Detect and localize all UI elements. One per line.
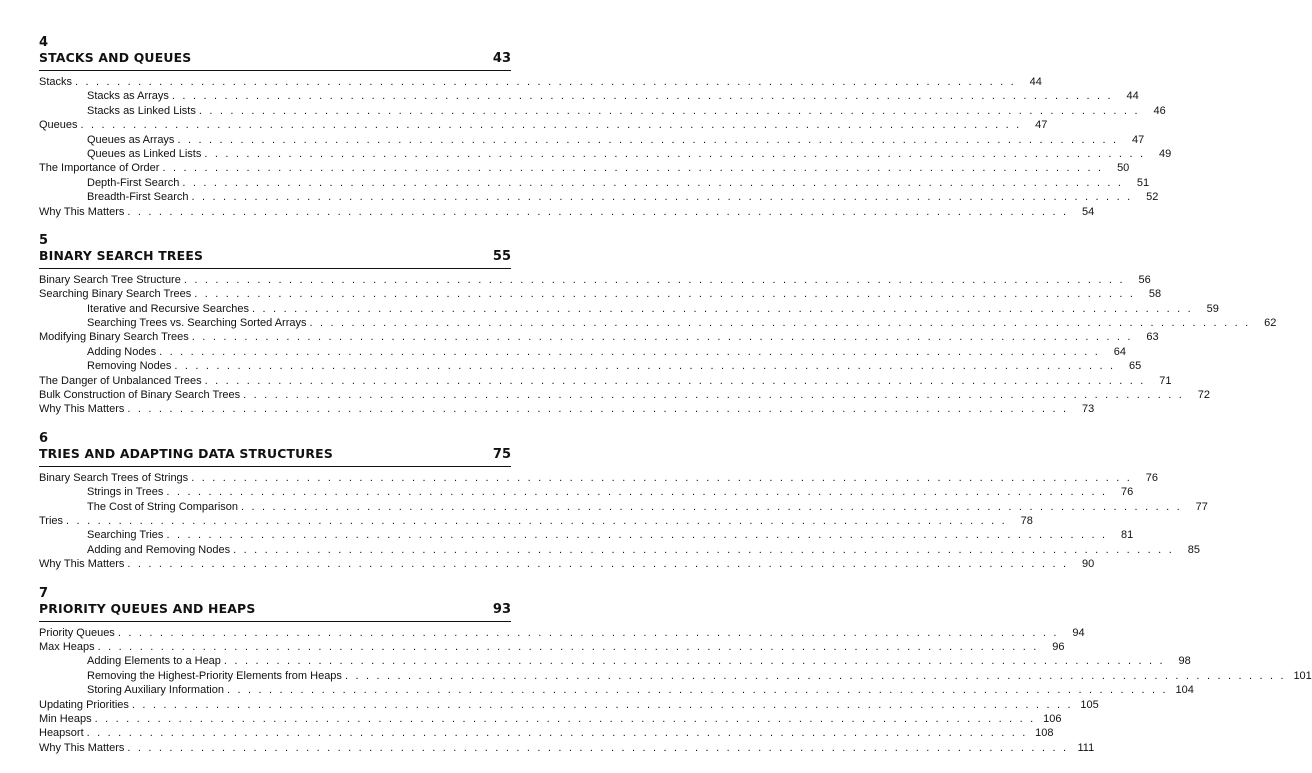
dot-leader: . . . . . . . . . . . . . . . . . . . . . . . . . . . . . . . . . . . . . . . . . . . . . . . . . . . . . . . . . . . . . . . . . . . . . . . . . . . . . . . . . . . . . . . . . . <box>174 360 1116 373</box>
dot-leader: . . . . . . . . . . . . . . . . . . . . . . . . . . . . . . . . . . . . . . . . . . . . . . . . . . . . . . . . . . . . . . . . . . . . . . . . . . . . . . . . . . . . . . . . . . <box>182 176 1124 189</box>
entry-title: Queues <box>39 119 78 132</box>
chapter-number: 7 <box>39 585 49 601</box>
entry-page: 59 <box>1206 302 1219 315</box>
entry-title: Stacks as Arrays <box>87 90 169 103</box>
chapter-page: 75 <box>492 446 511 462</box>
toc-entry <box>39 374 1172 388</box>
entry-title: Why This Matters <box>39 205 125 218</box>
toc-entry <box>39 205 1095 219</box>
toc-subentry <box>39 147 1172 161</box>
entry-title: The Importance of Order <box>39 162 160 175</box>
entry-title: Removing the Highest-Priority Elements from Heaps <box>87 669 342 682</box>
entry-title: Searching Binary Search Trees <box>39 288 192 301</box>
toc-entry <box>39 75 1042 89</box>
dot-leader: . . . . . . . . . . . . . . . . . . . . . . . . . . . . . . . . . . . . . . . . . . . . . . . . . . . . . . . . . . . . . . . . . . . . . . . . . . . . . . . . . . . . . . . . . . <box>66 514 1007 527</box>
toc-entry <box>39 726 1054 740</box>
toc-subentry <box>39 669 1312 683</box>
chapter-heading <box>39 50 511 71</box>
entry-page: 44 <box>1029 76 1042 88</box>
toc-subentry <box>39 683 1194 697</box>
toc-subentry <box>39 345 1126 359</box>
entry-page: 51 <box>1136 176 1150 189</box>
toc-entry <box>39 514 1033 528</box>
toc-subentry <box>39 654 1191 668</box>
entry-page: 101 <box>1293 669 1312 682</box>
dot-leader: . . . . . . . . . . . . . . . . . . . . . . . . . . . . . . . . . . . . . . . . . . . . . . . . . . . . . . . . . . . . . . . . . . . . . . . . . . . . . . . . . . . . . . . . . . <box>191 471 1133 484</box>
toc-subentry <box>39 190 1159 204</box>
toc-subentry <box>39 133 1145 147</box>
toc-entry <box>39 741 1095 755</box>
dot-leader: . . . . . . . . . . . . . . . . . . . . . . . . . . . . . . . . . . . . . . . . . . . . . . . . . . . . . . . . . . . . . . . . . . . . . . . . . . . . . . . . . . . . . . . . . . <box>86 727 1028 740</box>
chapter-title: BINARY SEARCH TREES <box>39 247 204 263</box>
entry-title: Binary Search Tree Structure <box>39 273 181 286</box>
entry-title: Queues as Arrays <box>87 133 175 146</box>
entry-page: 62 <box>1264 317 1277 330</box>
entry-title: Min Heaps <box>39 712 92 725</box>
toc-subentry <box>39 316 1277 330</box>
entry-page: 77 <box>1195 500 1208 513</box>
entry-title: Strings in Trees <box>87 486 164 499</box>
chapter-number: 5 <box>39 232 49 248</box>
chapter-5 <box>39 232 1277 417</box>
entry-page: 90 <box>1081 558 1095 571</box>
toc-entry <box>39 330 1159 344</box>
entry-page: 108 <box>1035 727 1054 740</box>
dot-leader: . . . . . . . . . . . . . . . . . . . . . . . . . . . . . . . . . . . . . . . . . . . . . . . . . . . . . . . . . . . . . . . . . . . . . . . . . . . . . . . . . . . . . . . . . . <box>233 543 1174 556</box>
chapter-heading <box>39 248 511 269</box>
toc-entry <box>39 640 1065 654</box>
entry-page: 81 <box>1121 529 1134 542</box>
entry-page: 71 <box>1159 374 1172 387</box>
chapter-page: 55 <box>492 248 511 264</box>
entry-title: The Cost of String Comparison <box>87 500 239 513</box>
entry-page: 76 <box>1145 471 1159 484</box>
entry-page: 58 <box>1148 288 1162 301</box>
dot-leader: . . . . . . . . . . . . . . . . . . . . . . . . . . . . . . . . . . . . . . . . . . . . . . . . . . . . . . . . . . . . . . . . . . . . . . . . . . . . . . . . . . . . . . . . . . <box>194 288 1136 301</box>
toc-entry <box>39 287 1162 301</box>
chapter-7 <box>39 585 1312 756</box>
dot-leader: . . . . . . . . . . . . . . . . . . . . . . . . . . . . . . . . . . . . . . . . . . . . . . . . . . . . . . . . . . . . . . . . . . . . . . . . . . . . . . . . . . . . . . . . . . <box>127 205 1069 218</box>
chapter-title: STACKS AND QUEUES <box>39 50 192 65</box>
entry-page: 47 <box>1132 133 1145 146</box>
entry-page: 73 <box>1081 403 1095 416</box>
entry-page: 72 <box>1197 389 1211 402</box>
entry-page: 63 <box>1146 331 1159 344</box>
entry-page: 56 <box>1138 273 1151 286</box>
dot-leader: . . . . . . . . . . . . . . . . . . . . . . . . . . . . . . . . . . . . . . . . . . . . . . . . . . . . . . . . . . . . . . . . . . . . . . . . . . . . . . . . . . . . . . . . . . <box>204 374 1146 387</box>
dot-leader: . . . . . . . . . . . . . . . . . . . . . . . . . . . . . . . . . . . . . . . . . . . . . . . . . . . . . . . . . . . . . . . . . . . . . . . . . . . . . . . . . . . . . . . . . . <box>94 712 1036 725</box>
chapter-number: 4 <box>39 35 49 50</box>
entry-title: Stacks as Linked Lists <box>87 104 196 117</box>
dot-leader: . . . . . . . . . . . . . . . . . . . . . . . . . . . . . . . . . . . . . . . . . . . . . . . . . . . . . . . . . . . . . . . . . . . . . . . . . . . . . . . . . . . . . . . . . . <box>97 640 1039 653</box>
toc-subentry <box>39 359 1142 373</box>
toc-subentry <box>39 528 1134 542</box>
entry-page: 50 <box>1117 162 1130 175</box>
entry-page: 49 <box>1158 147 1172 160</box>
dot-leader: . . . . . . . . . . . . . . . . . . . . . . . . . . . . . . . . . . . . . . . . . . . . . . . . . . . . . . . . . . . . . . . . . . . . . . . . . . . . . . . . . . . . . . . . . . <box>75 76 1016 88</box>
entry-page: 96 <box>1052 640 1065 653</box>
toc-entry <box>39 161 1130 175</box>
entry-title: Adding Nodes <box>87 345 157 358</box>
chapter-4 <box>39 35 1172 219</box>
entry-page: 106 <box>1043 712 1062 725</box>
entry-title: The Danger of Unbalanced Trees <box>39 374 202 387</box>
dot-leader: . . . . . . . . . . . . . . . . . . . . . . . . . . . . . . . . . . . . . . . . . . . . . . . . . . . . . . . . . . . . . . . . . . . . . . . . . . . . . . . . . . . . . . . . . . <box>162 162 1104 175</box>
entry-title: Depth-First Search <box>87 176 180 189</box>
entry-title: Tries <box>39 514 64 527</box>
dot-leader: . . . . . . . . . . . . . . . . . . . . . . . . . . . . . . . . . . . . . . . . . . . . . . . . . . . . . . . . . . . . . . . . . . . . . . . . . . . . . . . . . . . . . . . . . . <box>198 104 1140 117</box>
entry-title: Removing Nodes <box>87 360 172 373</box>
toc-entry <box>39 273 1151 287</box>
dot-leader: . . . . . . . . . . . . . . . . . . . . . . . . . . . . . . . . . . . . . . . . . . . . . . . . . . . . . . . . . . . . . . . . . . . . . . . . . . . . . . . . . . . . . . . . . . <box>177 133 1119 146</box>
entry-title: Updating Priorities <box>39 698 129 711</box>
dot-leader: . . . . . . . . . . . . . . . . . . . . . . . . . . . . . . . . . . . . . . . . . . . . . . . . . . . . . . . . . . . . . . . . . . . . . . . . . . . . . . . . . . . . . . . . . . <box>183 273 1125 286</box>
toc-subentry <box>39 500 1208 514</box>
dot-leader: . . . . . . . . . . . . . . . . . . . . . . . . . . . . . . . . . . . . . . . . . . . . . . . . . . . . . . . . . . . . . . . . . . . . . . . . . . . . . . . . . . . . . . . . . . <box>226 684 1168 697</box>
chapter-entries <box>39 273 1277 417</box>
chapter-entries <box>39 75 1172 219</box>
entry-page: 65 <box>1128 360 1142 373</box>
dot-leader: . . . . . . . . . . . . . . . . . . . . . . . . . . . . . . . . . . . . . . . . . . . . . . . . . . . . . . . . . . . . . . . . . . . . . . . . . . . . . . . . . . . . . . . . . . <box>131 698 1073 711</box>
chapter-page: 93 <box>492 601 511 617</box>
dot-leader: . . . . . . . . . . . . . . . . . . . . . . . . . . . . . . . . . . . . . . . . . . . . . . . . . . . . . . . . . . . . . . . . . . . . . . . . . . . . . . . . . . . . . . . . . . <box>127 741 1069 754</box>
entry-page: 44 <box>1126 90 1139 103</box>
entry-title: Modifying Binary Search Trees <box>39 331 189 344</box>
entry-title: Bulk Construction of Binary Search Trees <box>39 389 241 402</box>
toc-subentry <box>39 543 1200 557</box>
entry-page: 78 <box>1020 514 1033 527</box>
dot-leader: . . . . . . . . . . . . . . . . . . . . . . . . . . . . . . . . . . . . . . . . . . . . . . . . . . . . . . . . . . . . . . . . . . . . . . . . . . . . . . . . . . . . . . . . . . <box>191 331 1133 344</box>
entry-page: 104 <box>1175 684 1194 697</box>
toc-subentry <box>39 302 1219 316</box>
chapter-page: 43 <box>492 51 511 66</box>
entry-page: 76 <box>1121 486 1134 499</box>
table-of-contents <box>39 35 1312 755</box>
entry-page: 47 <box>1035 119 1048 132</box>
entry-title: Searching Trees vs. Searching Sorted Arrays <box>87 317 307 330</box>
entry-title: Priority Queues <box>39 626 115 639</box>
toc-entry <box>39 626 1085 640</box>
entry-page: 85 <box>1187 543 1200 556</box>
chapter-heading <box>39 446 511 467</box>
entry-title: Max Heaps <box>39 640 95 653</box>
dot-leader: . . . . . . . . . . . . . . . . . . . . . . . . . . . . . . . . . . . . . . . . . . . . . . . . . . . . . . . . . . . . . . . . . . . . . . . . . . . . . . . . . . . . . . . . . . <box>159 345 1100 358</box>
chapter-number: 6 <box>39 430 49 446</box>
entry-title: Storing Auxiliary Information <box>87 684 224 697</box>
dot-leader: . . . . . . . . . . . . . . . . . . . . . . . . . . . . . . . . . . . . . . . . . . . . . . . . . . . . . . . . . . . . . . . . . . . . . . . . . . . . . . . . . . . . . . . . . . <box>166 529 1108 542</box>
entry-page: 94 <box>1072 626 1085 639</box>
dot-leader: . . . . . . . . . . . . . . . . . . . . . . . . . . . . . . . . . . . . . . . . . . . . . . . . . . . . . . . . . . . . . . . . . . . . . . . . . . . . . . . . . . . . . . . . . . <box>171 90 1113 103</box>
toc-subentry <box>39 104 1166 118</box>
toc-entry <box>39 388 1211 402</box>
toc-subentry <box>39 176 1150 190</box>
toc-entry <box>39 471 1159 485</box>
entry-title: Adding and Removing Nodes <box>87 543 231 556</box>
dot-leader: . . . . . . . . . . . . . . . . . . . . . . . . . . . . . . . . . . . . . . . . . . . . . . . . . . . . . . . . . . . . . . . . . . . . . . . . . . . . . . . . . . . . . . . . . . <box>166 486 1108 499</box>
entry-title: Binary Search Trees of Strings <box>39 471 189 484</box>
entry-page: 64 <box>1113 345 1126 358</box>
chapter-title: PRIORITY QUEUES AND HEAPS <box>39 600 256 616</box>
toc-entry <box>39 712 1062 726</box>
entry-page: 46 <box>1153 104 1166 117</box>
entry-title: Why This Matters <box>39 403 125 416</box>
chapter-entries <box>39 471 1208 572</box>
entry-title: Queues as Linked Lists <box>87 147 202 160</box>
dot-leader: . . . . . . . . . . . . . . . . . . . . . . . . . . . . . . . . . . . . . . . . . . . . . . . . . . . . . . . . . . . . . . . . . . . . . . . . . . . . . . . . . . . . . . . . . . <box>309 317 1251 330</box>
chapter-heading <box>39 601 511 622</box>
chapter-6 <box>39 430 1208 572</box>
dot-leader: . . . . . . . . . . . . . . . . . . . . . . . . . . . . . . . . . . . . . . . . . . . . . . . . . . . . . . . . . . . . . . . . . . . . . . . . . . . . . . . . . . . . . . . . . . <box>241 500 1182 513</box>
entry-title: Iterative and Recursive Searches <box>87 302 250 315</box>
entry-title: Heapsort <box>39 727 84 740</box>
dot-leader: . . . . . . . . . . . . . . . . . . . . . . . . . . . . . . . . . . . . . . . . . . . . . . . . . . . . . . . . . . . . . . . . . . . . . . . . . . . . . . . . . . . . . . . . . . <box>191 191 1133 204</box>
entry-title: Breadth-First Search <box>87 191 189 204</box>
toc-entry <box>39 402 1095 416</box>
dot-leader: . . . . . . . . . . . . . . . . . . . . . . . . . . . . . . . . . . . . . . . . . . . . . . . . . . . . . . . . . . . . . . . . . . . . . . . . . . . . . . . . . . . . . . . . . . <box>243 389 1185 402</box>
entry-title: Why This Matters <box>39 558 125 571</box>
dot-leader: . . . . . . . . . . . . . . . . . . . . . . . . . . . . . . . . . . . . . . . . . . . . . . . . . . . . . . . . . . . . . . . . . . . . . . . . . . . . . . . . . . . . . . . . . . <box>344 669 1286 682</box>
dot-leader: . . . . . . . . . . . . . . . . . . . . . . . . . . . . . . . . . . . . . . . . . . . . . . . . . . . . . . . . . . . . . . . . . . . . . . . . . . . . . . . . . . . . . . . . . . <box>252 302 1193 315</box>
dot-leader: . . . . . . . . . . . . . . . . . . . . . . . . . . . . . . . . . . . . . . . . . . . . . . . . . . . . . . . . . . . . . . . . . . . . . . . . . . . . . . . . . . . . . . . . . . <box>117 626 1059 639</box>
entry-page: 105 <box>1080 698 1099 711</box>
chapter-entries <box>39 626 1312 756</box>
dot-leader: . . . . . . . . . . . . . . . . . . . . . . . . . . . . . . . . . . . . . . . . . . . . . . . . . . . . . . . . . . . . . . . . . . . . . . . . . . . . . . . . . . . . . . . . . . <box>223 655 1165 668</box>
toc-entry <box>39 118 1048 132</box>
toc-entry <box>39 557 1095 571</box>
entry-title: Why This Matters <box>39 741 125 754</box>
toc-entry <box>39 698 1099 712</box>
entry-page: 111 <box>1077 741 1095 754</box>
toc-subentry <box>39 485 1134 499</box>
entry-page: 54 <box>1081 205 1095 218</box>
dot-leader: . . . . . . . . . . . . . . . . . . . . . . . . . . . . . . . . . . . . . . . . . . . . . . . . . . . . . . . . . . . . . . . . . . . . . . . . . . . . . . . . . . . . . . . . . . <box>127 403 1069 416</box>
entry-title: Adding Elements to a Heap <box>87 655 221 668</box>
entry-page: 98 <box>1178 655 1191 668</box>
dot-leader: . . . . . . . . . . . . . . . . . . . . . . . . . . . . . . . . . . . . . . . . . . . . . . . . . . . . . . . . . . . . . . . . . . . . . . . . . . . . . . . . . . . . . . . . . . <box>127 558 1069 571</box>
entry-title: Stacks <box>39 76 73 88</box>
entry-page: 52 <box>1146 191 1159 204</box>
dot-leader: . . . . . . . . . . . . . . . . . . . . . . . . . . . . . . . . . . . . . . . . . . . . . . . . . . . . . . . . . . . . . . . . . . . . . . . . . . . . . . . . . . . . . . . . . . <box>80 119 1022 132</box>
toc-subentry <box>39 89 1139 103</box>
dot-leader: . . . . . . . . . . . . . . . . . . . . . . . . . . . . . . . . . . . . . . . . . . . . . . . . . . . . . . . . . . . . . . . . . . . . . . . . . . . . . . . . . . . . . . . . . . <box>204 147 1146 160</box>
entry-title: Searching Tries <box>87 529 164 542</box>
chapter-title: TRIES AND ADAPTING DATA STRUCTURES <box>39 445 333 461</box>
